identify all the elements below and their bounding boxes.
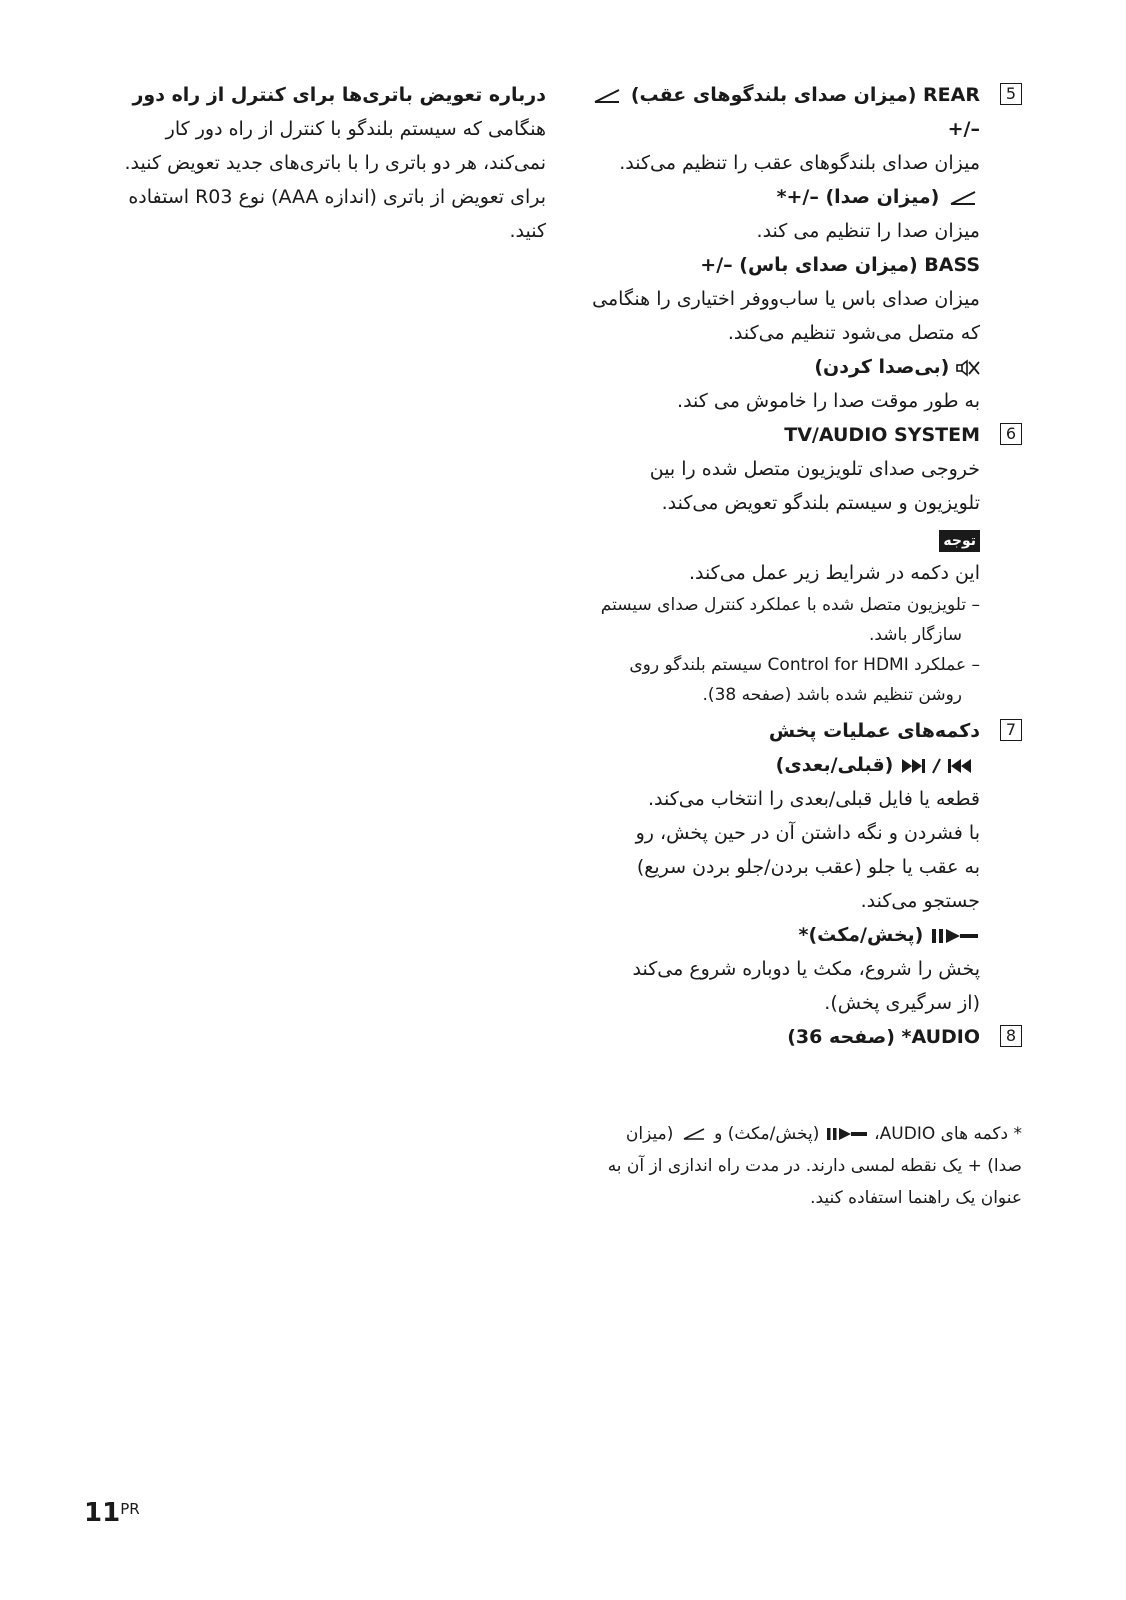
rear-desc: میزان صدای بلندگوهای عقب را تنظیم می‌کند. — [619, 152, 980, 174]
note-bullet-2: – عملکرد Control for HDMI سیستم بلندگو روی — [629, 655, 980, 675]
section-number-8: 8 — [1000, 1025, 1022, 1047]
prev-next-title — [600, 748, 1022, 782]
rear-plus-minus: +/– — [947, 118, 980, 140]
volume-title-text: (میزان صدا) –/+* — [776, 186, 940, 208]
battery-heading: درباره تعویض باتری‌ها برای کنترل از راه دور — [132, 84, 546, 106]
playback-buttons-title: دکمه‌های عملیات پخش — [768, 720, 980, 742]
footnote-line-1 — [596, 1118, 1022, 1150]
note-block — [600, 520, 1022, 556]
note-bullet-2-cont: روشن تنظیم شده باشد (صفحه 38). — [702, 685, 962, 705]
volume-wedge-icon — [950, 191, 976, 205]
note-text: این دکمه در شرایط زیر عمل می‌کند. — [688, 562, 980, 584]
note-bullet-1: – تلویزیون متصل شده با عملکرد کنترل صدای سیستم — [600, 595, 980, 615]
mute-icon — [956, 358, 980, 378]
volume-title — [600, 180, 1022, 214]
footnote-part-a: * دکمه های AUDIO، — [874, 1124, 1022, 1144]
battery-text-4: کنید. — [509, 220, 546, 242]
page-number-value: 11 — [84, 1498, 121, 1528]
rear-volume-title — [600, 78, 1022, 112]
prev-next-desc-2: با فشردن و نگه داشتن آن در حین پخش، رو — [635, 822, 980, 844]
volume-wedge-icon — [594, 89, 620, 103]
page-number — [84, 1498, 140, 1528]
section-5 — [592, 78, 1022, 418]
footnote-line-2: صدا) + یک نقطه لمسی دارند. در مدت راه اندازی از آن به — [607, 1156, 1022, 1176]
tv-audio-desc-2: تلویزیون و سیستم بلندگو تعویض می‌کند. — [661, 492, 980, 514]
audio-title: AUDIO* (صفحه 36) — [787, 1026, 980, 1048]
volume-desc: میزان صدا را تنظیم می کند. — [756, 220, 980, 242]
mute-title-text: (بی‌صدا کردن) — [814, 356, 950, 378]
left-column — [100, 78, 546, 248]
play-pause-icon — [930, 927, 980, 945]
battery-text-3: برای تعویض از باتری (اندازه AAA) نوع R03 استفاده — [128, 186, 546, 208]
prev-next-desc-1: قطعه یا فایل قبلی/بعدی را انتخاب می‌کند. — [647, 788, 980, 810]
battery-text-1: هنگامی که سیستم بلندگو با کنترل از راه دور کار — [165, 118, 546, 140]
footnote — [596, 1118, 1022, 1214]
play-pause-title — [600, 918, 1022, 952]
note-bullets — [600, 590, 1022, 710]
note-bullet-1-cont: سازگار باشد. — [868, 625, 962, 645]
prev-next-icon — [900, 757, 980, 775]
section-6 — [600, 418, 1022, 710]
section-number-5: 5 — [1000, 83, 1022, 105]
tv-audio-desc-1: خروجی صدای تلویزیون متصل شده را بین — [649, 458, 980, 480]
bass-desc-2: که متصل می‌شود تنظیم می‌کند. — [727, 322, 980, 344]
section-number-7: 7 — [1000, 719, 1022, 741]
prev-next-label: (قبلی/بعدی) — [775, 754, 894, 776]
section-8 — [600, 1020, 1022, 1054]
volume-wedge-icon — [683, 1128, 705, 1140]
footnote-line-3: عنوان یک راهنما استفاده کنید. — [810, 1188, 1022, 1208]
prev-next-desc-4: جستجو می‌کند. — [860, 890, 980, 912]
rear-title-text: REAR (میزان صدای بلندگوهای عقب) — [630, 84, 980, 106]
play-pause-desc-1: پخش را شروع، مکث یا دوباره شروع می‌کند — [632, 958, 980, 980]
tv-audio-system-title: TV/AUDIO SYSTEM — [784, 424, 980, 446]
bass-title: BASS (میزان صدای باس) –/+ — [700, 254, 980, 276]
footnote-part-b: (پخش/مکث) و — [714, 1124, 820, 1144]
page-number-suffix: PR — [120, 1500, 140, 1518]
section-number-6: 6 — [1000, 423, 1022, 445]
battery-text-2: نمی‌کند، هر دو باتری را با باتری‌های جدید تعویض کنید. — [124, 152, 546, 174]
right-column — [592, 78, 1022, 1054]
play-pause-desc-2: (از سرگیری پخش). — [824, 992, 980, 1014]
play-pause-icon — [825, 1126, 869, 1142]
section-7 — [600, 714, 1022, 1020]
footnote-part-c: (میزان — [625, 1124, 674, 1144]
note-badge: توجه — [939, 530, 980, 552]
play-pause-label: (پخش/مکث)* — [798, 924, 924, 946]
bass-desc-1: میزان صدای باس یا ساب‌ووفر اختیاری را هنگامی — [592, 288, 980, 310]
prev-next-desc-3: به عقب یا جلو (عقب بردن/جلو بردن سریع) — [636, 856, 980, 878]
mute-title — [600, 350, 1022, 384]
mute-desc: به طور موقت صدا را خاموش می کند. — [677, 390, 980, 412]
